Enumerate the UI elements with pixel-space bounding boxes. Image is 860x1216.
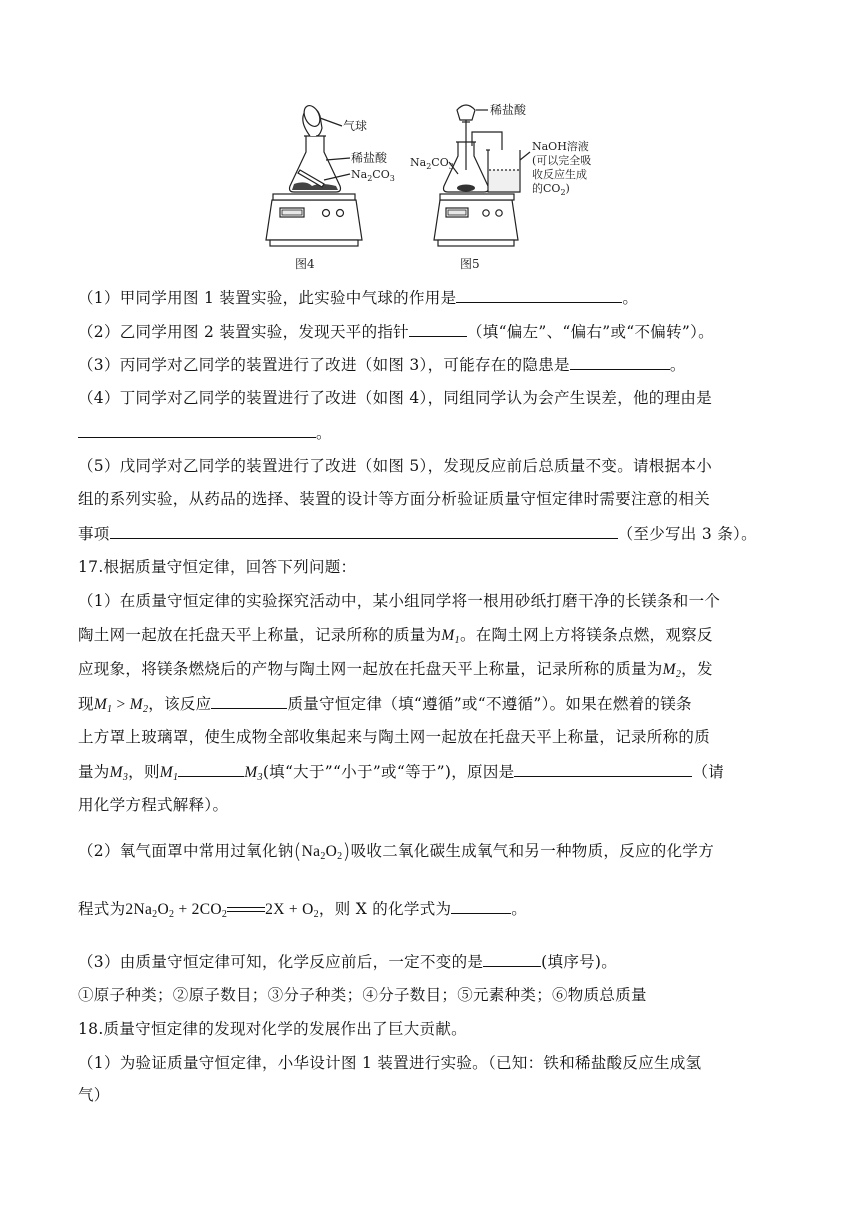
q17-part2-line2 — [78, 897, 527, 921]
q18-part1-line2 — [78, 1084, 110, 1106]
var-m2: $M_2$ — [662, 661, 682, 680]
q16-part5-line1 — [78, 455, 712, 477]
q17-part1-text-3a: 应现象，将镁条燃烧后的产物与陶土网一起放在托盘天平上称量，记录所称的质量为 — [78, 660, 663, 678]
q17-part1-text-6b: ，则 — [128, 763, 160, 781]
q16-part2 — [78, 320, 714, 343]
q16-part4-line1 — [78, 387, 712, 409]
q17-part1-line2 — [78, 624, 713, 647]
q17-part2-line1 — [78, 840, 714, 863]
q17-part2-text-2a: 程式为 — [78, 900, 126, 918]
q17-part1-text-4a: 现 — [78, 695, 94, 713]
q17-part1-text-4b: ，该反应 — [148, 695, 212, 713]
apparatus-figure — [250, 100, 610, 275]
q17-part1-text-5: 上方罩上玻璃罩，使生成物全部收集起来与陶土网一起放在托盘天平上称量，记录所称的质 — [78, 728, 711, 746]
q16-part3-text: （3）丙同学对乙同学的装置进行了改进（如图 3），可能存在的隐患是 — [78, 356, 570, 374]
fig4-caption: 图4 — [295, 257, 315, 271]
fig5-naoh-label-2: (可以完全吸 — [532, 154, 592, 167]
q18-part1-text-2: 气） — [78, 1086, 110, 1104]
var-m1-compare: $M_1$ — [159, 764, 179, 783]
q17-part1-compare-blank[interactable] — [178, 760, 244, 777]
fig5-apparatus — [434, 105, 530, 246]
q16-part1-text: （1）甲同学用图 1 装置实验，此实验中气球的作用是 — [78, 289, 457, 307]
q17-part1-text-2a: 陶土网一起放在托盘天平上称量，记录所称的质量为 — [78, 626, 442, 644]
q17-part2-text-2c: 。 — [511, 900, 528, 918]
q17-part3-text-1a: （3）由质量守恒定律可知，化学反应前后，一定不变的是 — [78, 953, 484, 971]
fig5-naoh-label-1: NaOH溶液 — [532, 140, 589, 153]
q17-part1-line5 — [78, 726, 710, 748]
q17-part2-text-1b: 吸收二氧化碳生成氧气和另一种物质，反应的化学方 — [350, 842, 714, 860]
fig5-naoh-label-4: 的$CO_2$) — [532, 182, 570, 197]
q16-part5-text-2: 组的系列实验，从药品的选择、装置的设计等方面分析验证质量守恒定律时需要注意的相关 — [78, 490, 711, 508]
inequality-m1-gt-m2: $M_1 > M_2$ — [93, 696, 149, 715]
q17-part1-line6 — [78, 760, 724, 784]
q17-part1-line1 — [78, 590, 720, 612]
q17-part3-options-text: ①原子种类；②原子数目；③分子种类；④分子数目；⑤元素种类；⑥物质总质量 — [78, 986, 647, 1004]
q16-part3-tail: 。 — [669, 356, 686, 374]
fig4-acid-label: 稀盐酸 — [351, 151, 388, 165]
q17-part2-answer-blank[interactable] — [451, 897, 511, 914]
q16-part4-text: （4）丁同学对乙同学的装置进行了改进（如图 4），同组同学认为会产生误差，他的理由是 — [78, 389, 713, 407]
q17-part3-options — [78, 984, 647, 1006]
chemical-equation: $2Na_2O_2 + 2CO_2$ $2X + O_2$ — [125, 901, 319, 920]
q17-part1-line3 — [78, 658, 713, 681]
q16-part4-tail: 。 — [316, 424, 332, 442]
q17-part1-text-3b: ，发 — [681, 660, 713, 678]
fig5-na2co3-label: $Na_2CO_3$ — [410, 156, 454, 171]
q18-title-text: 18.质量守恒定律的发现对化学的发展作出了巨大贡献。 — [78, 1020, 467, 1038]
q17-part1-text-6d: （请 — [692, 763, 725, 781]
q17-part2-text-1a: （2）氧气面罩中常用过氧化钠 — [78, 842, 294, 860]
fig5-naoh-label-3: 收反应生成 — [532, 168, 587, 181]
q16-part5-line2 — [78, 488, 710, 510]
q16-part3 — [78, 353, 686, 376]
q17-part1-reason-blank[interactable] — [514, 760, 692, 777]
q17-part1-line4 — [78, 692, 692, 716]
q18-part1-line1 — [78, 1052, 701, 1074]
q17-part1-line7 — [78, 794, 228, 816]
q16-part3-answer-blank[interactable] — [570, 353, 670, 370]
formula-na2o2: $(Na_2O_2)$ — [293, 839, 351, 863]
q16-part1-tail: 。 — [622, 289, 639, 307]
q16-part1 — [78, 286, 638, 309]
var-m3: $M_3$ — [109, 764, 129, 783]
q16-part4-line2 — [78, 421, 332, 444]
q17-part1-text-6a: 量为 — [78, 763, 110, 781]
q17-part1-text-4c: 质量守恒定律（填“遵循”或“不遵循”）。如果在燃着的镁条 — [287, 695, 692, 713]
q17-title — [78, 556, 356, 578]
q18-part1-text-1: （1）为验证质量守恒定律，小华设计图 1 装置进行实验。（已知：铁和稀盐酸反应生成氢 — [78, 1054, 702, 1072]
q16-part5-text-1: （5）戊同学对乙同学的装置进行了改进（如图 5），发现反应前后总质量不变。请根据本小 — [78, 457, 713, 475]
fig5-caption: 图5 — [460, 257, 480, 271]
equals-sign — [227, 905, 265, 915]
q16-part5-line3 — [78, 522, 757, 545]
q17-part1-text-6c: (填“大于”“小于”或“等于”)，原因是 — [262, 763, 515, 781]
fig5-acid-label: 稀盐酸 — [490, 103, 527, 117]
q16-part2-tail: （填“偏左”、“偏右”或“不偏转”）。 — [466, 323, 714, 341]
q17-part1-follow-law-blank[interactable] — [211, 692, 287, 709]
q17-part1-text-1: （1）在质量守恒定律的实验探究活动中，某小组同学将一根用砂纸打磨干净的长镁条和一个 — [78, 592, 721, 610]
q16-part4-answer-blank[interactable] — [78, 421, 316, 438]
fig4-na2co3-label: $Na_2CO_3$ — [351, 168, 395, 183]
q17-part3-line1 — [78, 950, 617, 973]
q16-part1-answer-blank[interactable] — [456, 286, 622, 303]
var-m1: $M_1$ — [441, 627, 460, 646]
var-m3-compare: $M_3$ — [244, 764, 263, 783]
q17-part2-text-2b: ，则 X 的化学式为 — [318, 900, 452, 918]
q16-part2-text: （2）乙同学用图 2 装置实验，发现天平的指针 — [78, 323, 409, 341]
q18-title — [78, 1018, 467, 1040]
q16-part5-text-3: 事项 — [78, 525, 110, 543]
q17-part3-text-1b: (填序号)。 — [541, 953, 618, 971]
q17-part1-text-7: 用化学方程式解释）。 — [78, 796, 229, 814]
fig4-balloon-label: 气球 — [343, 119, 368, 133]
q17-part3-answer-blank[interactable] — [483, 950, 541, 967]
q17-title-text: 17.根据质量守恒定律，回答下列问题： — [78, 558, 357, 576]
apparatus-drawing — [250, 100, 610, 275]
q16-part5-answer-blank[interactable] — [110, 522, 618, 539]
q17-part1-text-2b: 。在陶土网上方将镁条点燃，观察反 — [459, 626, 713, 644]
q16-part2-answer-blank[interactable] — [409, 320, 467, 337]
q16-part5-tail: （至少写出 3 条）。 — [617, 525, 757, 543]
